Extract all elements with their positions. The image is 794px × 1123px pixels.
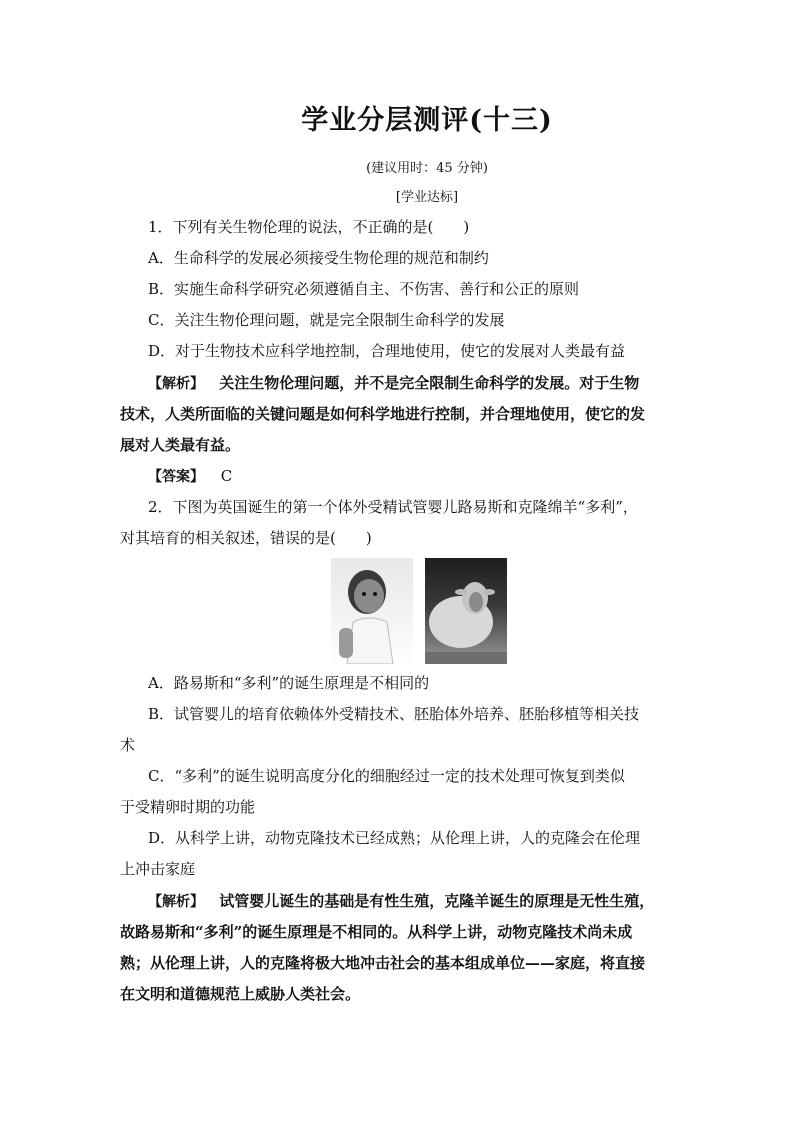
q2-option-b-line2: 术 [120, 736, 136, 754]
q2-option-c-line1: C．“多利”的诞生说明高度分化的细胞经过一定的技术处理可恢复到类似 [148, 767, 625, 785]
page-title: 学业分层测评(十三) [301, 105, 553, 136]
q2-analysis-tag: 【解析】 [148, 894, 204, 910]
sheep-photo [425, 558, 507, 664]
q2-stem-line2: 对其培育的相关叙述，错误的是( ) [120, 529, 372, 547]
q2-option-c-line2: 于受精卵时期的功能 [120, 798, 256, 816]
q1-answer: C [220, 467, 233, 485]
q1-option-d: D．对于生物技术应科学地控制，合理地使用，使它的发展对人类最有益 [148, 342, 626, 360]
q2-option-d-line1: D．从科学上讲，动物克隆技术已经成熟；从伦理上讲，人的克隆会在伦理 [148, 829, 641, 847]
q2-option-d-line2: 上冲击家庭 [120, 860, 196, 878]
q1-option-b: B．实施生命科学研究必须遵循自主、不伤害、善行和公正的原则 [148, 280, 580, 298]
q1-analysis-line2: 技术，人类所面临的关键问题是如何科学地进行控制，并合理地使用，使它的发 [120, 405, 646, 423]
q2-analysis-line2: 故路易斯和“多利”的诞生原理是不相同的。从科学上讲，动物克隆技术尚未成 [120, 923, 633, 941]
q1-analysis-text: 关注生物伦理问题，并不是完全限制生命科学的发展。对于生物 [219, 374, 640, 392]
time-note: (建议用时：45 分钟) [366, 161, 488, 176]
q2-analysis-line3: 熟；从伦理上讲，人的克隆将极大地冲击社会的基本组成单位——家庭，将直接 [120, 954, 646, 972]
q1-analysis-tag: 【解析】 [148, 376, 204, 392]
q2-option-b-line1: B．试管婴儿的培育依赖体外受精技术、胚胎体外培养、胚胎移植等相关技 [148, 705, 640, 723]
q2-analysis-line [148, 891, 676, 912]
q1-answer-tag: 【答案】 [148, 469, 204, 485]
baby-photo [331, 558, 413, 664]
section-heading: [学业达标] [395, 190, 459, 205]
q2-option-a: A．路易斯和“多利”的诞生原理是不相同的 [148, 674, 430, 692]
q1-analysis-line3: 展对人类最有益。 [120, 436, 241, 454]
q1-stem: 1．下列有关生物伦理的说法，不正确的是( ) [148, 218, 470, 236]
q1-option-c: C．关注生物伦理问题，就是完全限制生命科学的发展 [148, 311, 505, 329]
q1-answer-line [148, 466, 676, 487]
q2-analysis-text: 试管婴儿诞生的基础是有性生殖，克隆羊诞生的原理是无性生殖， [219, 892, 655, 910]
q2-stem-line1: 2．下图为英国诞生的第一个体外受精试管婴儿路易斯和克隆绵羊“多利”， [148, 498, 638, 516]
q2-analysis-line4: 在文明和道德规范上威胁人类社会。 [120, 985, 361, 1003]
q1-analysis-line [148, 373, 676, 394]
q2-figure [331, 558, 507, 664]
q1-option-a: A．生命科学的发展必须接受生物伦理的规范和制约 [148, 249, 489, 267]
